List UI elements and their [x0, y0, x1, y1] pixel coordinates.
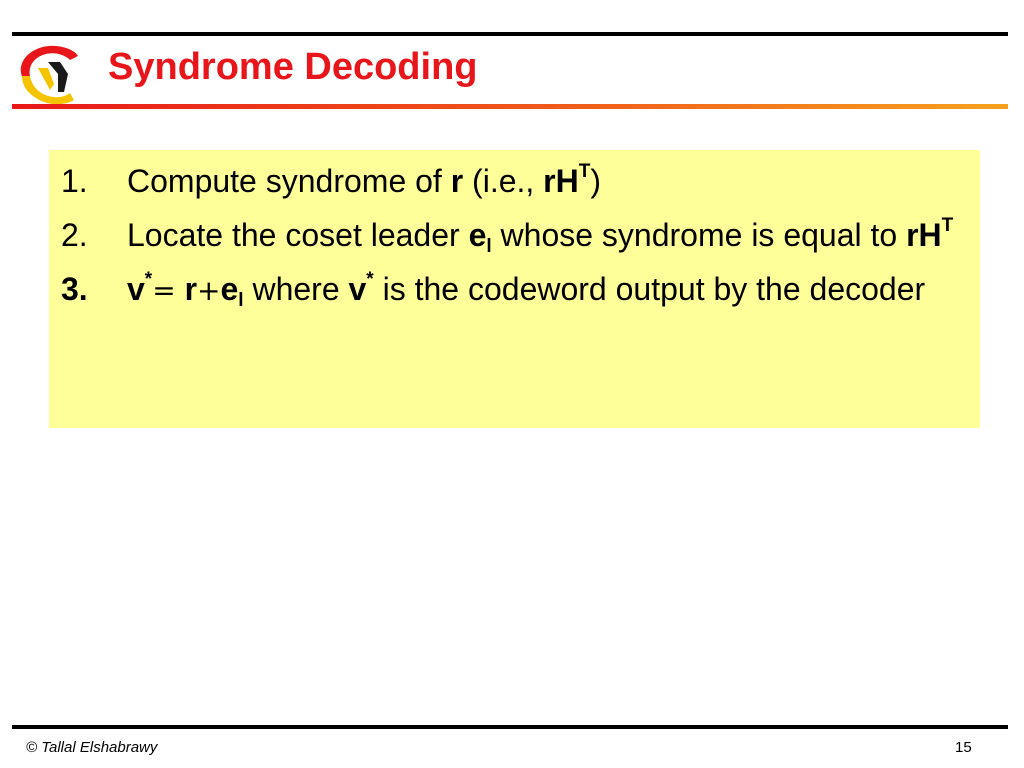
- star-superscript: *: [144, 269, 153, 290]
- item-number: 2.: [61, 217, 88, 253]
- equals-sign: =: [152, 274, 176, 307]
- vector-r: r: [450, 163, 464, 199]
- text-run: whose syndrome is equal to: [491, 217, 907, 253]
- footer-page-number: 15: [955, 739, 972, 756]
- transpose-superscript: T: [578, 161, 591, 182]
- matrix-rh: rH: [906, 217, 942, 253]
- page-title: Syndrome Decoding: [108, 46, 478, 88]
- vector-r: r: [184, 271, 198, 307]
- text-run: where: [243, 271, 349, 307]
- item-number: 1.: [61, 163, 88, 199]
- leader-subscript: l: [238, 290, 244, 311]
- item-text: [127, 214, 956, 257]
- item-text: [127, 268, 956, 312]
- content-box: [49, 150, 980, 428]
- text-run: [176, 271, 185, 307]
- item-number: 3.: [61, 271, 88, 307]
- leader-subscript: l: [486, 236, 492, 257]
- item-text: [127, 160, 956, 203]
- text-run: Compute syndrome of: [127, 163, 451, 199]
- transpose-superscript: T: [941, 215, 954, 236]
- uni-logo-icon: [14, 40, 82, 104]
- matrix-rh: rH: [543, 163, 579, 199]
- text-run: Locate the coset leader: [127, 217, 469, 253]
- list-item-1: [61, 160, 956, 203]
- list-item-2: [61, 214, 956, 257]
- text-run: (i.e.,: [463, 163, 544, 199]
- list-item-3: [61, 268, 956, 312]
- footer-author: © Tallal Elshabrawy: [26, 739, 158, 756]
- title-underline: [12, 104, 1008, 109]
- vector-e: e: [468, 217, 487, 253]
- star-superscript: *: [366, 269, 374, 290]
- bottom-rule: [12, 725, 1008, 729]
- top-rule: [12, 32, 1008, 36]
- vector-v: v: [127, 271, 145, 307]
- plus-sign: +: [197, 274, 221, 307]
- vector-e: e: [220, 271, 239, 307]
- text-run: is the codeword output by the decoder: [373, 271, 926, 307]
- vector-v: v: [348, 271, 367, 307]
- text-run: ): [590, 163, 601, 199]
